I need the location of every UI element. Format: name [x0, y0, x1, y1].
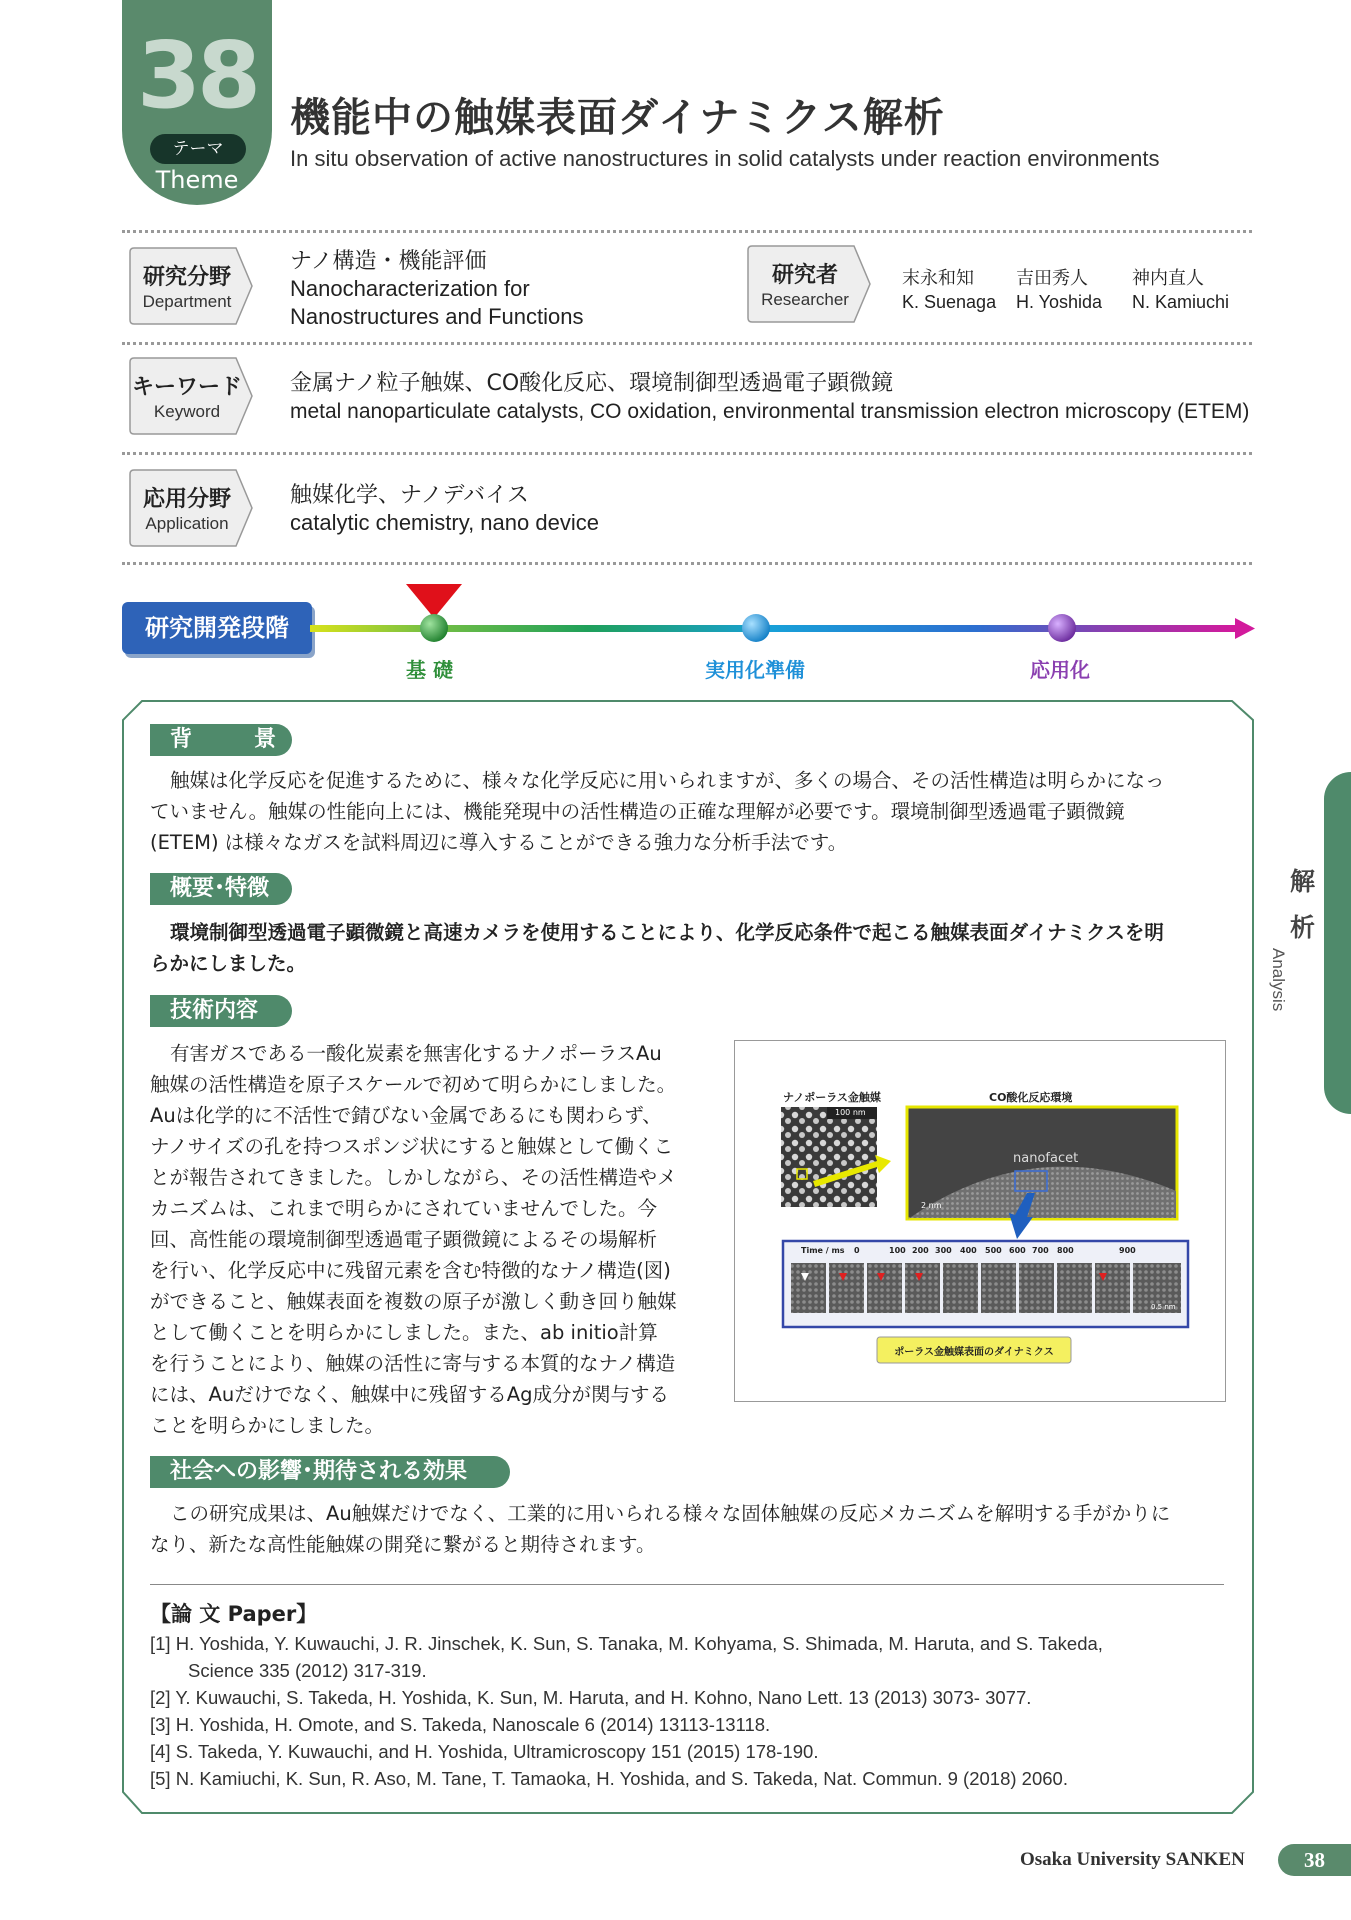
nanofacet-label: nanofacet	[1013, 1151, 1079, 1166]
time-900: 900	[1119, 1246, 1136, 1255]
section-heading-background: 背 景	[150, 724, 292, 756]
researcher-3-en: N. Kamiuchi	[1132, 292, 1230, 312]
time-300: 300	[935, 1246, 952, 1255]
impact-text	[150, 1498, 1230, 1560]
technical-line: カニズムは、これまで明らかにされていませんでした。今	[150, 1197, 658, 1220]
side-tab-char-2: 析	[1290, 913, 1316, 942]
technical-line: 有害ガスである一酸化炭素を無害化するナノポーラスAu	[170, 1042, 662, 1065]
researcher-2-en: H. Yoshida	[1016, 292, 1103, 312]
technical-line: として働くことを明らかにしました。また、ab initio計算	[150, 1321, 658, 1344]
scale-05nm: 0.5 nm	[1151, 1303, 1176, 1311]
time-0: 0	[854, 1246, 860, 1255]
reference-item: [1] H. Yoshida, Y. Kuwauchi, J. R. Jinschek, K. Sun, S. Tanaka, M. Kohyama, S. Shimada, M. Haruta, and S. Takeda,	[150, 1633, 1103, 1654]
figure-label-environment: CO酸化反応環境	[989, 1091, 1073, 1104]
technical-line: 回、高性能の環境制御型透過電子顕微鏡によるその場解析	[150, 1228, 658, 1251]
department-label-en: Department	[142, 292, 232, 311]
side-tab	[1324, 772, 1351, 1114]
figure-label-nanoporous: ナノポーラス金触媒	[783, 1091, 881, 1104]
technical-text	[150, 1038, 710, 1441]
application-value: 触媒化学、ナノデバイス	[290, 483, 529, 508]
technical-line: Auは化学的に不活性で錆びない金属であるにも関わらず、	[150, 1104, 662, 1127]
time-100: 100	[889, 1246, 906, 1255]
section-heading-overview: 概要･特徴	[150, 873, 292, 905]
department-label: 研究分野	[142, 265, 231, 290]
stage-button: 研究開発段階	[122, 602, 312, 654]
technical-line: ができること、触媒表面を複数の原子が激しく動き回り触媒	[150, 1290, 677, 1313]
technical-line: には、Auだけでなく、触媒中に残留するAg成分が関与する	[150, 1383, 670, 1406]
keyword-value-en: metal nanoparticulate catalysts, CO oxidation, environmental transmission electron microscopy (ETEM)	[290, 400, 1250, 423]
researcher-1-en: K. Suenaga	[902, 292, 997, 312]
theme-number: 38	[136, 22, 258, 129]
side-tab-char-1: 解	[1290, 867, 1316, 896]
keyword-label: キーワード	[131, 375, 242, 400]
section-heading-technical: 技術内容	[150, 995, 292, 1027]
references-heading: 【論 文 Paper】	[150, 1602, 318, 1626]
department-value: ナノ構造・機能評価	[290, 249, 487, 274]
page-title: 機能中の触媒表面ダイナミクス解析	[290, 95, 945, 141]
divider	[122, 452, 1252, 455]
time-600: 600	[1009, 1246, 1026, 1255]
researcher-2-ja: 吉田秀人	[1016, 268, 1088, 289]
page-subtitle: In situ observation of active nanostructures in solid catalysts under reaction environments	[290, 146, 1160, 171]
section-heading-impact: 社会への影響･期待される効果	[150, 1456, 510, 1488]
time-800: 800	[1057, 1246, 1074, 1255]
time-axis-label: Time / ms	[801, 1246, 845, 1255]
researcher-3-ja: 神内直人	[1132, 268, 1204, 289]
researcher-tab	[746, 244, 874, 324]
stage-dot-basic	[420, 614, 448, 642]
background-text	[150, 765, 1230, 858]
technical-line: を行い、化学反応中に残留元素を含む特徴的なナノ構造(図)	[150, 1259, 671, 1282]
figure-caption: ポーラス金触媒表面のダイナミクス	[894, 1347, 1054, 1358]
divider	[122, 562, 1252, 565]
keyword-label-en: Keyword	[153, 402, 221, 421]
technical-line: 触媒の活性構造を原子スケールで初めて明らかにしました。	[150, 1073, 677, 1096]
figure	[734, 1040, 1226, 1402]
reference-item: [2] Y. Kuwauchi, S. Takeda, H. Yoshida, K. Sun, M. Haruta, and H. Kohno, Nano Lett. 13 (2013) 3073- 3077.	[150, 1687, 1032, 1708]
background-line: ていません。触媒の性能向上には、機能発現中の活性構造の正確な理解が必要です。環境制御型透過電子顕微鏡	[150, 800, 1125, 823]
theme-label: Theme	[155, 166, 239, 194]
application-value-en: catalytic chemistry, nano device	[290, 510, 599, 535]
overview-line: らかにしました。	[150, 952, 307, 975]
technical-line: ナノサイズの孔を持つスポンジ状にすると触媒として働くこ	[150, 1135, 674, 1158]
time-200: 200	[912, 1246, 929, 1255]
background-line: (ETEM) は様々なガスを試料周辺に導入することができる強力な分析手法です。	[150, 831, 848, 854]
scale-2nm: 2 nm	[921, 1201, 942, 1210]
application-label-en: Application	[145, 514, 229, 533]
researcher-label-en: Researcher	[761, 290, 849, 309]
keyword-value: 金属ナノ粒子触媒、CO酸化反応、環境制御型透過電子顕微鏡	[290, 371, 894, 396]
overview-line: 環境制御型透過電子顕微鏡と高速カメラを使用することにより、化学反応条件で起こる触媒表面ダイナミクスを明	[170, 921, 1164, 944]
current-stage-marker	[406, 584, 462, 618]
time-400: 400	[960, 1246, 977, 1255]
reference-item: Science 335 (2012) 317-319.	[188, 1660, 427, 1681]
technical-line: を行うことにより、触媒の活性に寄与する本質的なナノ構造	[150, 1352, 676, 1375]
impact-line: なり、新たな高性能触媒の開発に繋がると期待されます。	[150, 1533, 656, 1556]
department-value-en-2: Nanostructures and Functions	[290, 304, 584, 329]
page-number: 38	[1278, 1844, 1351, 1876]
divider	[122, 342, 1252, 345]
references-divider	[150, 1584, 1224, 1585]
stage-dot-prep	[742, 614, 770, 642]
footer-institution: Osaka University SANKEN	[1020, 1849, 1245, 1870]
side-tab-label: Analysis	[1269, 948, 1288, 1012]
stage-dot-app	[1048, 614, 1076, 642]
department-value-en-1: Nanocharacterization for	[290, 276, 530, 301]
application-tab	[128, 468, 256, 548]
impact-line: この研究成果は、Au触媒だけでなく、工業的に用いられる様々な固体触媒の反応メカニズムを解明する手がかりに	[170, 1502, 1171, 1525]
overview-text	[150, 917, 1230, 979]
keyword-tab	[128, 356, 256, 436]
stage-label-app: 応用化	[1030, 658, 1090, 682]
technical-line: とが報告されてきました。しかしながら、その活性構造やメ	[150, 1166, 677, 1189]
reference-item: [4] S. Takeda, Y. Kuwauchi, and H. Yoshida, Ultramicroscopy 151 (2015) 178-190.	[150, 1741, 819, 1762]
researcher-1-ja: 末永和知	[902, 268, 974, 289]
divider	[122, 230, 1252, 233]
time-500: 500	[985, 1246, 1002, 1255]
stage-label-prep: 実用化準備	[705, 658, 805, 682]
department-tab	[128, 246, 256, 326]
reference-item: [5] N. Kamiuchi, K. Sun, R. Aso, M. Tane, T. Tamaoka, H. Yoshida, and S. Takeda, Nat. Commun. 9 (2018) 2060.	[150, 1768, 1068, 1789]
time-700: 700	[1032, 1246, 1049, 1255]
background-line: 触媒は化学反応を促進するために、様々な化学反応に用いられますが、多くの場合、その活性構造は明らかになっ	[170, 769, 1165, 792]
nanoporous-image	[781, 1107, 877, 1207]
researcher-label: 研究者	[771, 263, 838, 288]
technical-line: ことを明らかにしました。	[150, 1414, 385, 1437]
application-label: 応用分野	[142, 487, 231, 512]
reference-item: [3] H. Yoshida, H. Omote, and S. Takeda, Nanoscale 6 (2014) 13113-13118.	[150, 1714, 771, 1735]
scale-100nm: 100 nm	[835, 1108, 866, 1117]
stage-label-basic: 基 礎	[406, 658, 453, 682]
theme-pill: テーマ	[150, 134, 246, 164]
stage-progress-bar	[310, 580, 1260, 650]
